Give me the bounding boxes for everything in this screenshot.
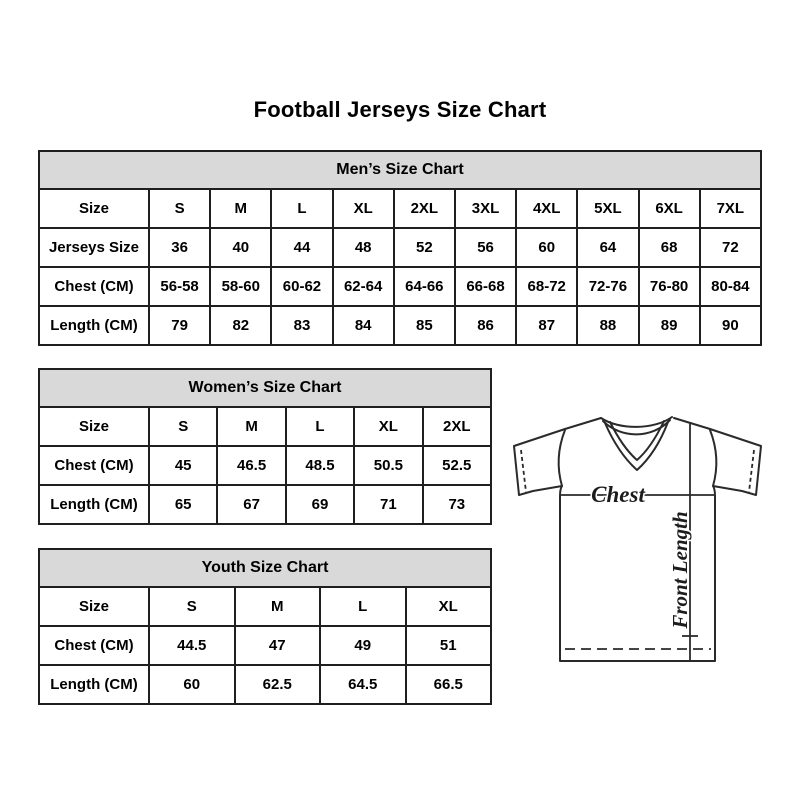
youth-row-label-2: Length (CM) <box>39 665 149 704</box>
men-row-label-1: Jerseys Size <box>39 228 149 267</box>
youth-table-title: Youth Size Chart <box>39 549 491 587</box>
men-cell-r2-c8: 76-80 <box>639 267 700 306</box>
women-cell-r0-c3: XL <box>354 407 422 446</box>
men-row-label-3: Length (CM) <box>39 306 149 345</box>
youth-row-label-0: Size <box>39 587 149 626</box>
men-cell-r3-c9: 90 <box>700 306 761 345</box>
men-cell-r1-c0: 36 <box>149 228 210 267</box>
youth-cell-r0-c3: XL <box>406 587 492 626</box>
women-table-row-1 <box>39 446 491 485</box>
youth-cell-r1-c3: 51 <box>406 626 492 665</box>
youth-cell-r0-c1: M <box>235 587 321 626</box>
women-cell-r1-c0: 45 <box>149 446 217 485</box>
youth-cell-r2-c0: 60 <box>149 665 235 704</box>
men-cell-r0-c7: 5XL <box>577 189 638 228</box>
youth-row-label-1: Chest (CM) <box>39 626 149 665</box>
youth-cell-r1-c2: 49 <box>320 626 406 665</box>
women-cell-r0-c2: L <box>286 407 354 446</box>
womens-size-table <box>38 368 492 525</box>
men-cell-r1-c9: 72 <box>700 228 761 267</box>
women-cell-r2-c4: 73 <box>423 485 491 524</box>
men-table-title: Men’s Size Chart <box>39 151 761 189</box>
men-cell-r1-c2: 44 <box>271 228 332 267</box>
youth-cell-r0-c0: S <box>149 587 235 626</box>
women-table-row-2 <box>39 485 491 524</box>
men-cell-r2-c2: 60-62 <box>271 267 332 306</box>
men-cell-r0-c4: 2XL <box>394 189 455 228</box>
men-cell-r2-c3: 62-64 <box>333 267 394 306</box>
women-cell-r0-c0: S <box>149 407 217 446</box>
men-cell-r0-c8: 6XL <box>639 189 700 228</box>
men-cell-r0-c6: 4XL <box>516 189 577 228</box>
page-title: Football Jerseys Size Chart <box>253 97 547 122</box>
men-cell-r3-c4: 85 <box>394 306 455 345</box>
men-cell-r1-c5: 56 <box>455 228 516 267</box>
youth-size-table <box>38 548 492 705</box>
men-cell-r2-c9: 80-84 <box>700 267 761 306</box>
men-cell-r1-c8: 68 <box>639 228 700 267</box>
men-cell-r3-c6: 87 <box>516 306 577 345</box>
men-cell-r0-c2: L <box>271 189 332 228</box>
men-cell-r3-c0: 79 <box>149 306 210 345</box>
men-cell-r2-c4: 64-66 <box>394 267 455 306</box>
women-cell-r0-c4: 2XL <box>423 407 491 446</box>
women-row-label-0: Size <box>39 407 149 446</box>
youth-cell-r0-c2: L <box>320 587 406 626</box>
chest-label: Chest <box>591 482 645 507</box>
men-cell-r0-c5: 3XL <box>455 189 516 228</box>
men-row-label-2: Chest (CM) <box>39 267 149 306</box>
women-table-header-row <box>39 369 491 407</box>
men-cell-r2-c7: 72-76 <box>577 267 638 306</box>
right-armhole-seam <box>710 430 716 486</box>
men-table-header-row <box>39 151 761 189</box>
women-cell-r2-c3: 71 <box>354 485 422 524</box>
women-cell-r1-c3: 50.5 <box>354 446 422 485</box>
women-cell-r2-c1: 67 <box>217 485 285 524</box>
men-cell-r3-c8: 89 <box>639 306 700 345</box>
men-cell-r0-c0: S <box>149 189 210 228</box>
men-cell-r1-c4: 52 <box>394 228 455 267</box>
men-cell-r1-c3: 48 <box>333 228 394 267</box>
men-cell-r0-c9: 7XL <box>700 189 761 228</box>
men-cell-r1-c1: 40 <box>210 228 271 267</box>
jersey-measurement-diagram <box>504 396 766 672</box>
men-cell-r2-c0: 56-58 <box>149 267 210 306</box>
women-row-label-1: Chest (CM) <box>39 446 149 485</box>
youth-cell-r1-c1: 47 <box>235 626 321 665</box>
women-table-row-0 <box>39 407 491 446</box>
women-cell-r0-c1: M <box>217 407 285 446</box>
men-table-row-0 <box>39 189 761 228</box>
right-sleeve-dashed-line <box>749 450 754 492</box>
men-cell-r3-c7: 88 <box>577 306 638 345</box>
women-cell-r2-c2: 69 <box>286 485 354 524</box>
youth-cell-r2-c3: 66.5 <box>406 665 492 704</box>
youth-table-row-1 <box>39 626 491 665</box>
women-row-label-2: Length (CM) <box>39 485 149 524</box>
men-cell-r2-c1: 58-60 <box>210 267 271 306</box>
men-cell-r1-c7: 64 <box>577 228 638 267</box>
women-cell-r1-c2: 48.5 <box>286 446 354 485</box>
women-cell-r2-c0: 65 <box>149 485 217 524</box>
left-armhole-seam <box>559 430 565 486</box>
youth-cell-r2-c2: 64.5 <box>320 665 406 704</box>
youth-cell-r1-c0: 44.5 <box>149 626 235 665</box>
men-table-row-3 <box>39 306 761 345</box>
men-cell-r3-c5: 86 <box>455 306 516 345</box>
jersey-outline <box>514 418 761 661</box>
men-cell-r2-c5: 66-68 <box>455 267 516 306</box>
men-table-row-1 <box>39 228 761 267</box>
men-cell-r2-c6: 68-72 <box>516 267 577 306</box>
men-cell-r0-c3: XL <box>333 189 394 228</box>
men-cell-r3-c2: 83 <box>271 306 332 345</box>
men-cell-r3-c1: 82 <box>210 306 271 345</box>
youth-table-header-row <box>39 549 491 587</box>
men-cell-r3-c3: 84 <box>333 306 394 345</box>
youth-cell-r2-c1: 62.5 <box>235 665 321 704</box>
mens-size-table <box>38 150 762 346</box>
youth-table-row-2 <box>39 665 491 704</box>
men-cell-r1-c6: 60 <box>516 228 577 267</box>
women-table-title: Women’s Size Chart <box>39 369 491 407</box>
youth-table-row-0 <box>39 587 491 626</box>
women-cell-r1-c4: 52.5 <box>423 446 491 485</box>
men-row-label-0: Size <box>39 189 149 228</box>
women-cell-r1-c1: 46.5 <box>217 446 285 485</box>
front-length-label: Front Length <box>668 511 692 629</box>
men-table-row-2 <box>39 267 761 306</box>
left-sleeve-dashed-line <box>521 450 526 492</box>
men-cell-r0-c1: M <box>210 189 271 228</box>
